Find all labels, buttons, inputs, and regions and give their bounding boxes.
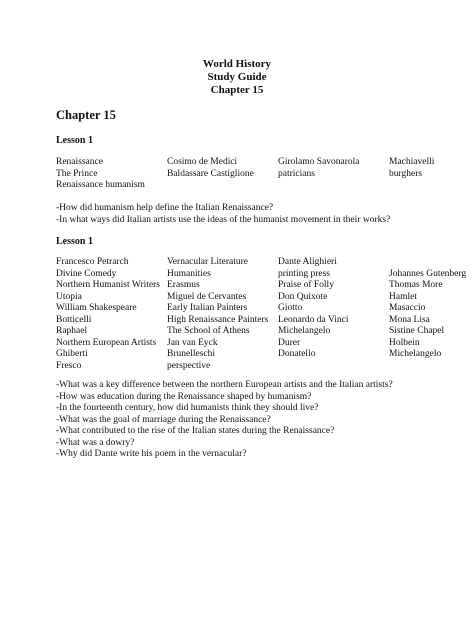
term: Sistine Chapel — [389, 326, 445, 336]
term: The School of Athens — [167, 326, 250, 336]
term: Francesco Petrarch — [56, 257, 129, 267]
term: Johannes Gutenberg — [389, 268, 467, 279]
lesson-heading-first: Lesson 1 — [56, 135, 93, 146]
term: Cosimo de Medici — [167, 157, 238, 167]
term: Machiavelli — [389, 157, 435, 167]
question: -What was the goal of marriage during the Renaissance? — [56, 414, 271, 425]
term: Hamlet — [389, 291, 417, 302]
term: Holbein — [389, 337, 420, 348]
question: -How was education during the Renaissance shaped by humanism? — [56, 391, 312, 402]
term: perspective — [167, 360, 211, 371]
term: patricians — [278, 168, 315, 179]
term: Dante Alighieri — [278, 257, 337, 267]
title-line-chapter: Chapter 15 — [210, 84, 264, 96]
term: Girolamo Savonarola — [278, 157, 360, 167]
chapter-heading: Chapter 15 — [56, 108, 116, 122]
question: -How did humanism help define the Italian Renaissance? — [56, 203, 274, 213]
term: Fresco — [56, 360, 82, 371]
document-title — [0, 58, 474, 97]
lesson-a-questions — [56, 203, 390, 226]
term: burghers — [389, 168, 423, 179]
term: Renaissance — [56, 157, 103, 167]
question: -Why did Dante write his poem in the vernacular? — [56, 449, 247, 459]
term: Praise of Folly — [278, 280, 334, 290]
term: Raphael — [56, 326, 88, 336]
term: Humanities — [167, 268, 211, 279]
term: High Renaissance Painters — [167, 314, 269, 325]
term: Ghiberti — [56, 349, 88, 359]
question: -What was a key difference between the northern European artists and the Italian artists? — [56, 380, 393, 390]
question: -What contributed to the rise of the Italian states during the Renaissance? — [56, 426, 335, 436]
term: Miguel de Cervantes — [167, 291, 247, 302]
term: Masaccio — [389, 303, 426, 313]
term: Erasmus — [167, 280, 200, 290]
lesson-b-questions — [56, 380, 393, 461]
lesson-heading-second: Lesson 1 — [56, 236, 93, 247]
term: Leonardo da Vinci — [278, 314, 349, 325]
term: printing press — [278, 268, 330, 279]
term: Early Italian Painters — [167, 303, 248, 313]
term: Brunelleschi — [167, 349, 216, 359]
term: Botticelli — [56, 314, 92, 325]
term: Michelangelo — [389, 349, 442, 359]
question: -In the fourteenth century, how did humanists think they should live? — [56, 403, 319, 413]
title-line-course: World History — [202, 58, 272, 70]
term: Vernacular Literature — [167, 257, 248, 267]
question: -What was a dowry? — [56, 437, 135, 448]
term: Michelangelo — [278, 326, 331, 336]
term: The Prince — [56, 168, 98, 179]
term: Utopia — [56, 291, 82, 302]
term: Northern Humanist Writers — [56, 280, 160, 290]
term: Renaissance humanism — [56, 180, 145, 190]
term: Giotto — [278, 303, 303, 313]
term: Thomas More — [389, 280, 443, 290]
term: Northern European Artists — [56, 337, 157, 348]
term: Jan van Eyck — [167, 337, 218, 348]
term: Divine Comedy — [56, 268, 117, 279]
title-line-guide: Study Guide — [207, 71, 267, 83]
question: -In what ways did Italian artists use the ideas of the humanist movement in their works? — [56, 214, 391, 225]
term: Durer — [278, 337, 301, 348]
term: Baldassare Castiglione — [167, 168, 254, 179]
term: Donatello — [278, 349, 316, 359]
term: Mona Lisa — [389, 314, 430, 325]
term: Don Quixote — [278, 291, 328, 302]
term: William Shakespeare — [56, 303, 137, 313]
